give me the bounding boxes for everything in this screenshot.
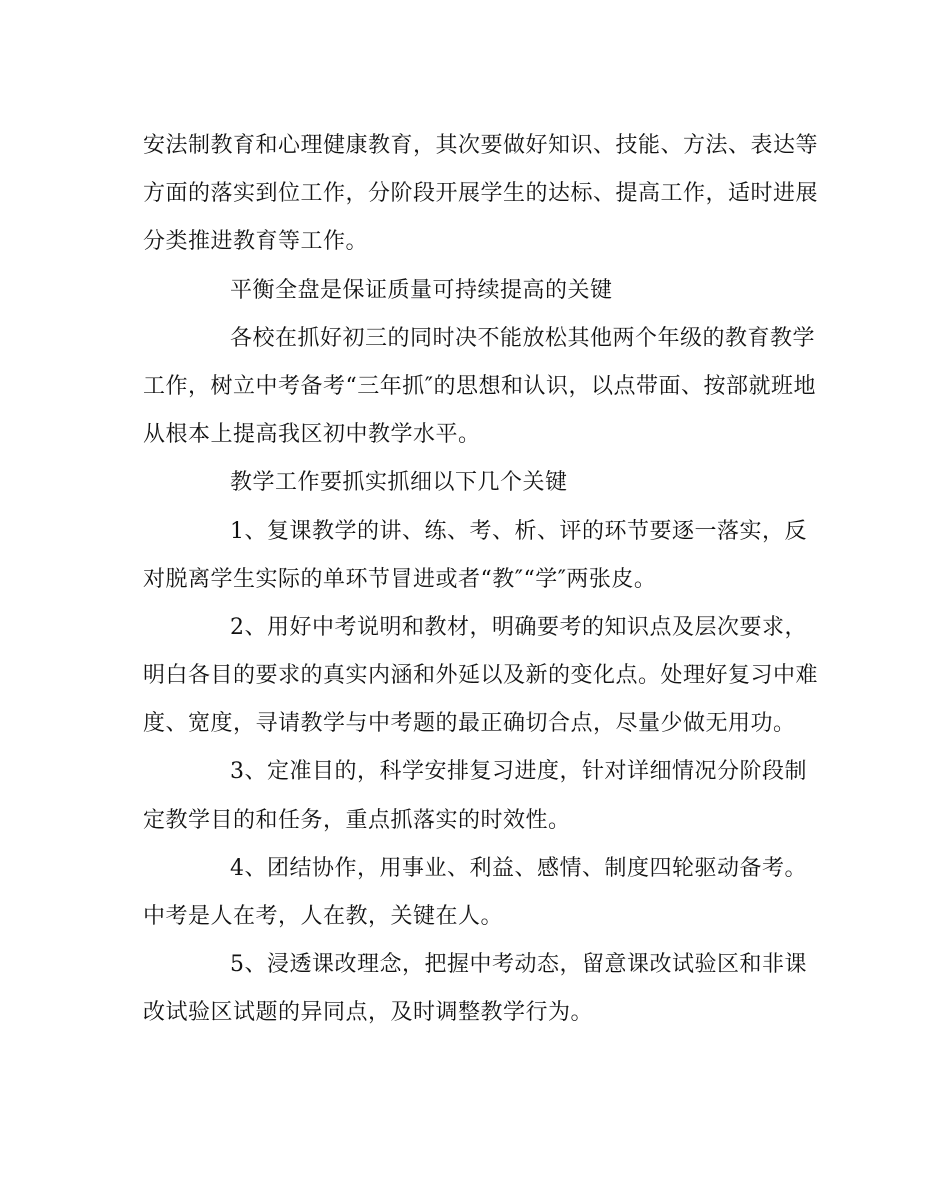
list-item: 3、定准目的，科学安排复习进度，针对详细情况分阶段制 bbox=[230, 759, 807, 785]
list-item: 1、复课教学的讲、练、考、析、评的环节要逐一落实，反 bbox=[230, 518, 807, 544]
section-heading: 平衡全盘是保证质量可持续提高的关键 bbox=[230, 277, 613, 303]
text-line: 从根本上提高我区初中教学水平。 bbox=[143, 422, 481, 448]
section-heading: 教学工作要抓实抓细以下几个关键 bbox=[230, 470, 568, 496]
text-line: 安法制教育和心理健康教育，其次要做好知识、技能、方法、表达等 bbox=[143, 133, 819, 158]
text-line: 度、宽度，寻请教学与中考题的最正确切合点，尽量少做无用功。 bbox=[143, 711, 796, 737]
text-line: 改试验区试题的异同点，及时调整教学行为。 bbox=[143, 1000, 594, 1026]
text-line: 各校在抓好初三的同时决不能放松其他两个年级的教育教学 bbox=[230, 325, 816, 351]
text-line: 对脱离学生实际的单环节冒进或者“教″“学″两张皮。 bbox=[143, 566, 657, 592]
document-body bbox=[143, 126, 823, 1042]
text-line: 中考是人在考，人在教，关键在人。 bbox=[143, 904, 504, 929]
text-line: 方面的落实到位工作，分阶段开展学生的达标、提高工作，适时进展 bbox=[143, 181, 819, 207]
text-line: 工作，树立中考备考“三年抓″的思想和认识，以点带面、按部就班地 bbox=[143, 373, 816, 399]
list-item: 2、用好中考说明和教材，明确要考的知识点及层次要求， bbox=[230, 614, 807, 640]
text-line: 分类推进教育等工作。 bbox=[143, 229, 369, 255]
text-line: 定教学目的和任务，重点抓落实的时效性。 bbox=[143, 807, 571, 833]
text-line: 明白各目的要求的真实内涵和外延以及新的变化点。处理好复习中难 bbox=[143, 663, 819, 689]
list-item: 4、团结协作，用事业、利益、感情、制度四轮驱动备考。 bbox=[230, 855, 807, 881]
list-item: 5、浸透课改理念，把握中考动态，留意课改试验区和非课 bbox=[230, 952, 807, 978]
